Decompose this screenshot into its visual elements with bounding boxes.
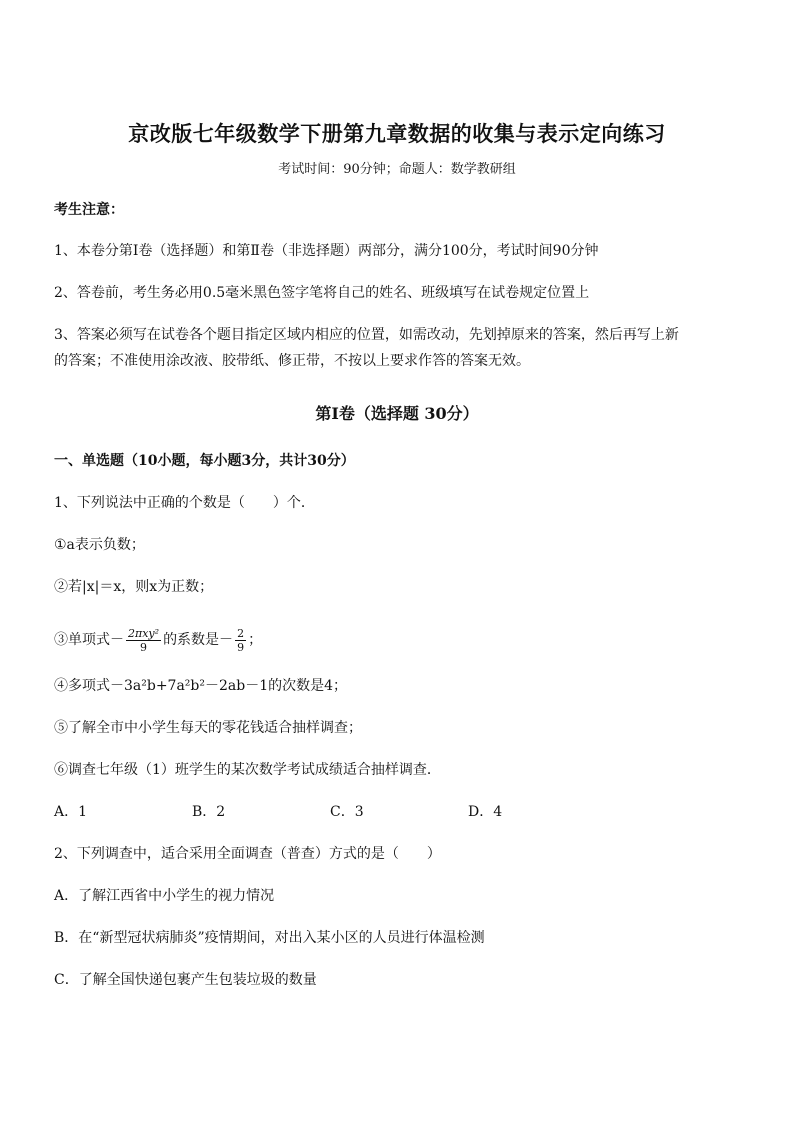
q2-stem: 2、下列调查中，适合采用全面调查（普查）方式的是（ ） <box>54 846 441 862</box>
q1-s3-part-c: ； <box>248 632 263 648</box>
q1-s3-part-a: ③单项式－ <box>54 632 124 648</box>
q1-s3-denominator-2: 9 <box>237 640 245 654</box>
exam-subtitle: 考试时间：90分钟；命题人：数学教研组 <box>278 162 516 177</box>
q1-statement-1: ①a表示负数； <box>54 537 145 553</box>
q1-option-a[interactable]: A．1 <box>54 804 88 820</box>
q1-s3-denominator: 9 <box>140 640 148 654</box>
q1-s3-fraction-2 <box>235 627 246 654</box>
q2-option-b[interactable]: B．在“新型冠状病肺炎”疫情期间，对出入某小区的人员进行体温检测 <box>54 930 485 946</box>
q1-option-c[interactable]: C．3 <box>330 804 364 820</box>
section-title: 第Ⅰ卷（选择题 30分） <box>315 404 479 423</box>
q1-s2-part-b: x为正数； <box>149 579 214 595</box>
q1-s3-numerator: 2πxy² <box>128 626 160 640</box>
q1-statement-2 <box>54 578 213 596</box>
q1-statement-3 <box>54 625 262 655</box>
q1-option-b[interactable]: B．2 <box>192 804 226 820</box>
part-heading: 一、单选题（10小题，每小题3分，共计30分） <box>54 453 355 469</box>
exam-title: 京改版七年级数学下册第九章数据的收集与表示定向练习 <box>128 121 666 146</box>
q2-option-a[interactable]: A．了解江西省中小学生的视力情况 <box>54 888 275 904</box>
q1-s2-part-a: ②若|x|＝x，则 <box>54 579 150 595</box>
q1-option-d[interactable]: D．4 <box>468 804 503 820</box>
q1-options <box>54 803 606 821</box>
q1-s3-part-b: 的系数是－ <box>163 632 234 648</box>
q1-statement-6: ⑥调查七年级（1）班学生的某次数学考试成绩适合抽样调查． <box>54 762 441 778</box>
q2-option-c[interactable]: C．了解全国快递包裹产生包装垃圾的数量 <box>54 972 317 988</box>
q1-s3-fraction <box>126 627 161 654</box>
q1-statement-5: ⑤了解全市中小学生每天的零花钱适合抽样调查； <box>54 720 362 736</box>
notice-item-3-cont: 的答案；不准使用涂改液、胶带纸、修正带，不按以上要求作答的答案无效。 <box>54 353 530 369</box>
notice-heading: 考生注意： <box>54 202 124 218</box>
q1-s3-numerator-2: 2 <box>237 626 245 640</box>
q1-statement-4: ④多项式－3a²b+7a²b²－2ab－1的次数是4； <box>54 678 348 694</box>
q1-stem: 1、下列说法中正确的个数是（ ）个． <box>54 495 315 511</box>
notice-item-1: 1、本卷分第Ⅰ卷（选择题）和第Ⅱ卷（非选择题）两部分，满分100分，考试时间90分钟 <box>54 243 599 259</box>
notice-item-3: 3、答案必须写在试卷各个题目指定区域内相应的位置，如需改动，先划掉原来的答案，然后再写上新 <box>54 327 679 343</box>
notice-item-2: 2、答卷前，考生务必用0.5毫米黑色签字笔将自己的姓名、班级填写在试卷规定位置上 <box>54 285 590 301</box>
